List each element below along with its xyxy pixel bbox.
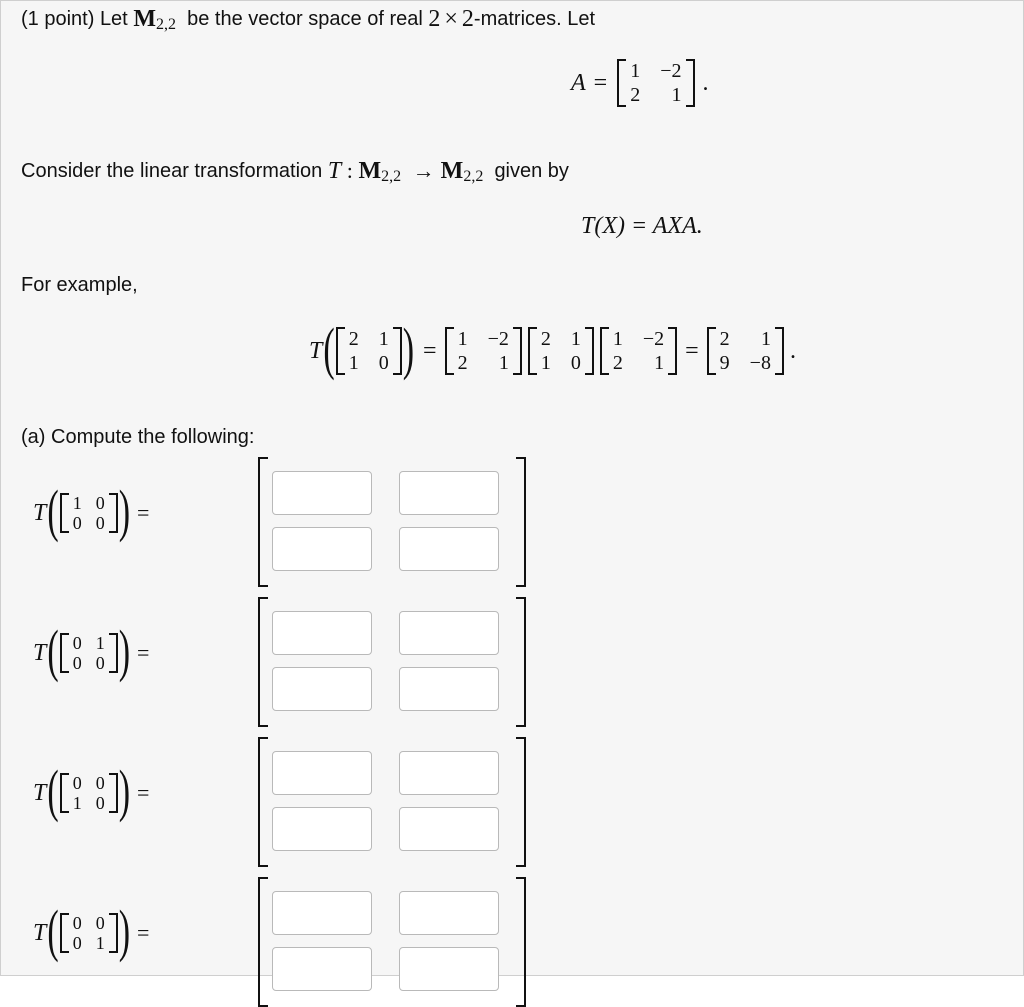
period: . <box>789 337 796 364</box>
example-result-cell: −8 <box>749 352 771 374</box>
space-subscript: 2,2 <box>155 16 176 33</box>
equals-sign: = <box>685 337 699 364</box>
example-X-matrix-2 <box>528 327 594 375</box>
matrix-A-cell: 1 <box>630 60 641 82</box>
example-A-cell: −2 <box>487 328 509 350</box>
answer-left-bracket <box>258 597 268 727</box>
example-A-cell: 2 <box>612 352 623 374</box>
basis-matrix-cell: 0 <box>72 773 82 793</box>
basis-matrix-cell: 0 <box>95 653 105 673</box>
basis-matrix-cell: 0 <box>72 653 82 673</box>
space-symbol: M <box>133 6 156 32</box>
answer-left-bracket <box>258 877 268 1007</box>
right-paren: ) <box>402 318 415 382</box>
example-X-cell: 0 <box>378 352 389 374</box>
intro-line <box>21 7 595 31</box>
example-X-cell: 1 <box>570 328 581 350</box>
example-X-cell: 0 <box>570 352 581 374</box>
equals-sign: = <box>137 500 150 525</box>
answer-input[interactable] <box>272 751 372 795</box>
left-paren: ( <box>47 620 59 684</box>
basis-matrix-cell: 1 <box>95 633 105 653</box>
part-3-lhs <box>33 760 150 824</box>
left-paren: ( <box>47 480 59 544</box>
basis-matrix-cell: 1 <box>95 933 105 953</box>
part-2-lhs <box>33 620 150 684</box>
right-paren: ) <box>118 480 131 544</box>
example-A-cell: 2 <box>457 352 468 374</box>
right-paren: ) <box>118 760 131 824</box>
basis-matrix <box>60 773 118 813</box>
example-A-matrix <box>445 327 522 375</box>
size-m: 2 <box>461 6 474 32</box>
answer-input[interactable] <box>399 891 499 935</box>
intro-text: be the vector space of real <box>187 8 423 30</box>
period: . <box>702 69 709 96</box>
answer-right-bracket <box>516 597 526 727</box>
matrix-A-definition <box>571 59 709 107</box>
answer-right-bracket <box>516 737 526 867</box>
answer-right-bracket <box>516 457 526 587</box>
answer-input[interactable] <box>272 667 372 711</box>
equals-sign: = <box>423 337 437 364</box>
transform-symbol: T <box>33 919 47 946</box>
colon: : <box>346 158 353 183</box>
example-X-cell: 2 <box>540 328 551 350</box>
intro-end: -matrices. Let <box>473 8 596 30</box>
example-X-cell: 1 <box>348 352 359 374</box>
definition-formula: T(X) = AXA. <box>581 213 703 239</box>
arrow-symbol: → <box>412 158 435 183</box>
basis-matrix-cell: 0 <box>95 793 105 813</box>
transform-symbol: T <box>327 158 342 184</box>
example-X-cell: 2 <box>348 328 359 350</box>
codomain-subscript: 2,2 <box>463 168 484 185</box>
answer-matrix-2 <box>258 597 526 727</box>
basis-matrix-cell: 0 <box>72 933 82 953</box>
equals-sign: = <box>593 69 608 96</box>
matrix-A-cell: −2 <box>660 60 682 82</box>
answer-left-bracket <box>258 457 268 587</box>
answer-input[interactable] <box>272 891 372 935</box>
answer-input[interactable] <box>272 471 372 515</box>
answer-input[interactable] <box>399 471 499 515</box>
basis-matrix-cell: 0 <box>72 913 82 933</box>
answer-matrix-3 <box>258 737 526 867</box>
part-a-label: (a) Compute the following: <box>21 426 255 448</box>
answer-right-bracket <box>516 877 526 1007</box>
consider-line <box>21 159 569 183</box>
answer-input[interactable] <box>272 947 372 991</box>
transform-symbol: T <box>33 779 47 806</box>
answer-input[interactable] <box>272 807 372 851</box>
answer-input[interactable] <box>399 947 499 991</box>
example-A-cell: 1 <box>654 352 665 374</box>
answer-matrix-1 <box>258 457 526 587</box>
codomain-symbol: M <box>440 158 464 184</box>
size-n: 2 <box>428 6 441 32</box>
left-paren: ( <box>47 760 59 824</box>
example-result-matrix <box>707 327 784 375</box>
example-A-cell: 1 <box>498 352 509 374</box>
answer-input[interactable] <box>399 527 499 571</box>
answer-input[interactable] <box>272 611 372 655</box>
equals-sign: = <box>137 780 150 805</box>
transform-symbol: T <box>309 337 323 364</box>
example-X-cell: 1 <box>540 352 551 374</box>
example-result-cell: 1 <box>760 328 771 350</box>
right-paren: ) <box>118 900 131 964</box>
basis-matrix-cell: 0 <box>95 773 105 793</box>
intro-let: Let <box>99 8 128 30</box>
domain-subscript: 2,2 <box>381 168 402 185</box>
answer-input[interactable] <box>399 807 499 851</box>
example-A-cell: −2 <box>642 328 665 350</box>
basis-matrix-cell: 1 <box>72 493 82 513</box>
example-result-cell: 2 <box>719 328 730 350</box>
basis-matrix-cell: 0 <box>72 513 82 533</box>
matrix-A-name: A <box>571 69 586 96</box>
answer-input[interactable] <box>399 611 499 655</box>
given-by: given by <box>494 160 569 182</box>
answer-input[interactable] <box>399 751 499 795</box>
basis-matrix-cell: 0 <box>72 633 82 653</box>
answer-left-bracket <box>258 737 268 867</box>
transform-symbol: T <box>33 639 47 666</box>
basis-matrix-cell: 0 <box>95 513 105 533</box>
basis-matrix-cell: 0 <box>95 913 105 933</box>
basis-matrix <box>60 913 118 953</box>
right-paren: ) <box>118 620 131 684</box>
example-X-matrix <box>336 327 402 375</box>
part-1-lhs <box>33 480 150 544</box>
example-equation <box>309 318 796 382</box>
basis-matrix <box>60 633 118 673</box>
points-label: (1 point) <box>21 8 95 30</box>
left-paren: ( <box>323 318 335 382</box>
matrix-A-cell: 2 <box>630 84 641 106</box>
answer-input[interactable] <box>272 527 372 571</box>
part-4-lhs <box>33 900 150 964</box>
equals-sign: = <box>137 920 150 945</box>
basis-matrix <box>60 493 118 533</box>
domain-symbol: M <box>358 158 382 184</box>
example-A-cell: 1 <box>612 328 623 350</box>
answer-input[interactable] <box>399 667 499 711</box>
example-A-cell: 1 <box>457 328 468 350</box>
answer-matrix-4 <box>258 877 526 1007</box>
consider-text: Consider the linear transformation <box>21 160 323 182</box>
basis-matrix-cell: 0 <box>95 493 105 513</box>
basis-matrix-cell: 1 <box>72 793 82 813</box>
transform-symbol: T <box>33 499 47 526</box>
matrix-A <box>617 59 694 107</box>
example-X-cell: 1 <box>378 328 389 350</box>
matrix-A-cell: 1 <box>671 84 682 106</box>
equals-sign: = <box>137 640 150 665</box>
left-paren: ( <box>47 900 59 964</box>
example-A-matrix-2 <box>600 327 677 375</box>
for-example: For example, <box>21 274 138 296</box>
times-symbol: × <box>444 6 458 32</box>
example-result-cell: 9 <box>719 352 730 374</box>
